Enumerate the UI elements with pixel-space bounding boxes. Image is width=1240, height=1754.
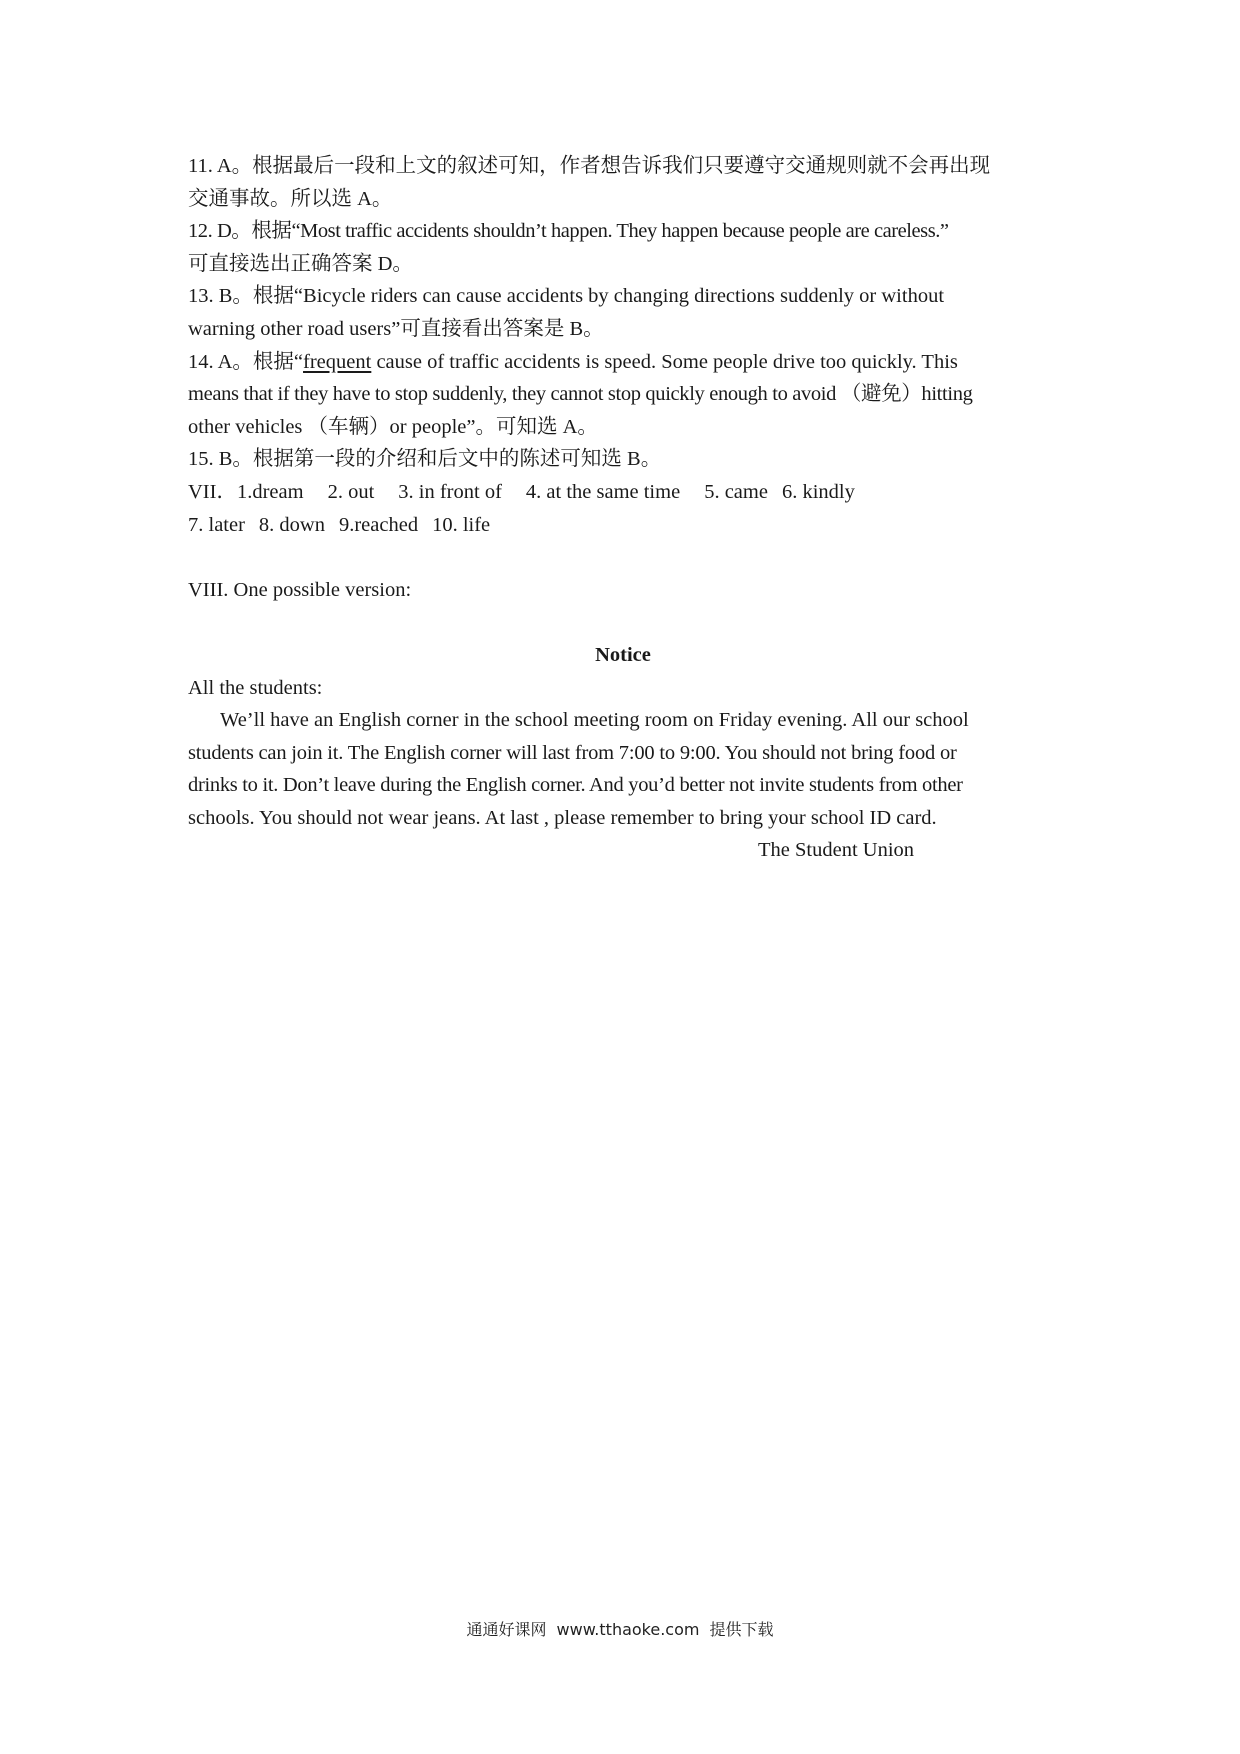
section-7-item: 4. at the same time	[525, 480, 681, 503]
footer-suffix: 提供下载	[709, 1620, 774, 1639]
section-7-item: 7. later	[188, 513, 245, 536]
section-7-line-2	[188, 509, 1058, 542]
notice-greeting: All the students:	[188, 676, 323, 699]
answer-15-line-1: 15. B。根据第一段的介绍和后文中的陈述可知选 B。	[188, 448, 662, 471]
answer-14-prefix: 14. A。根据“	[188, 350, 304, 373]
answer-14-line-3: other vehicles （车辆）or people”。可知选 A。	[188, 415, 598, 438]
answer-12-line-1: 12. D。根据“Most traffic accidents shouldn’t happen. They happen because people are careless.”	[188, 220, 949, 243]
spacer	[188, 541, 1058, 574]
notice-body-line-4: schools. You should not wear jeans. At last , please remember to bring your school ID card.	[188, 806, 937, 829]
section-7-item: 8. down	[258, 513, 325, 536]
section-7-item: 5. came	[704, 480, 768, 503]
answer-14-line-2: means that if they have to stop suddenly, they cannot stop quickly enough to avoid （避免）hitting	[188, 383, 973, 406]
underlined-word: frequent	[303, 350, 372, 373]
notice-signature: The Student Union	[758, 839, 915, 862]
section-7-item: 3. in front of	[398, 480, 502, 503]
page-footer	[0, 1617, 1240, 1640]
section-8-heading: VIII. One possible version:	[188, 578, 412, 601]
notice-title: Notice	[595, 643, 651, 666]
answer-14-suffix: cause of traffic accidents is speed. Some people drive too quickly. This	[371, 350, 958, 373]
answer-12-line-2: 可直接选出正确答案 D。	[188, 252, 413, 275]
notice-body-line-3: drinks to it. Don’t leave during the English corner. And you’d better not invite students from other	[188, 774, 963, 797]
section-7-line-1	[188, 476, 1058, 509]
answer-13-line-1: 13. B。根据“Bicycle riders can cause accidents by changing directions suddenly or without	[188, 285, 945, 308]
section-7-item: 6. kindly	[781, 480, 855, 503]
notice-body-line-1: We’ll have an English corner in the school meeting room on Friday evening. All our school	[220, 709, 969, 732]
answer-11-line-2: 交通事故。所以选 A。	[188, 187, 393, 210]
document-page	[188, 150, 1058, 867]
answer-11-line-1: 11. A。根据最后一段和上文的叙述可知，作者想告诉我们只要遵守交通规则就不会再出现	[188, 155, 991, 177]
footer-url: www.tthaoke.com	[556, 1620, 700, 1639]
section-7-item: 9.reached	[338, 513, 419, 536]
section-7-item: 10. life	[432, 513, 491, 536]
notice-body-line-2: students can join it. The English corner will last from 7:00 to 9:00. You should not bring food or	[188, 741, 957, 764]
answer-14-line-1	[188, 346, 1058, 379]
section-7-item: 2. out	[327, 480, 375, 503]
section-7-label: VII．	[188, 480, 237, 503]
footer-site-name: 通通好课网	[466, 1620, 547, 1639]
section-7-item: 1.dream	[236, 480, 304, 503]
spacer	[188, 606, 1058, 639]
answer-13-line-2: warning other road users”可直接看出答案是 B。	[188, 317, 604, 340]
